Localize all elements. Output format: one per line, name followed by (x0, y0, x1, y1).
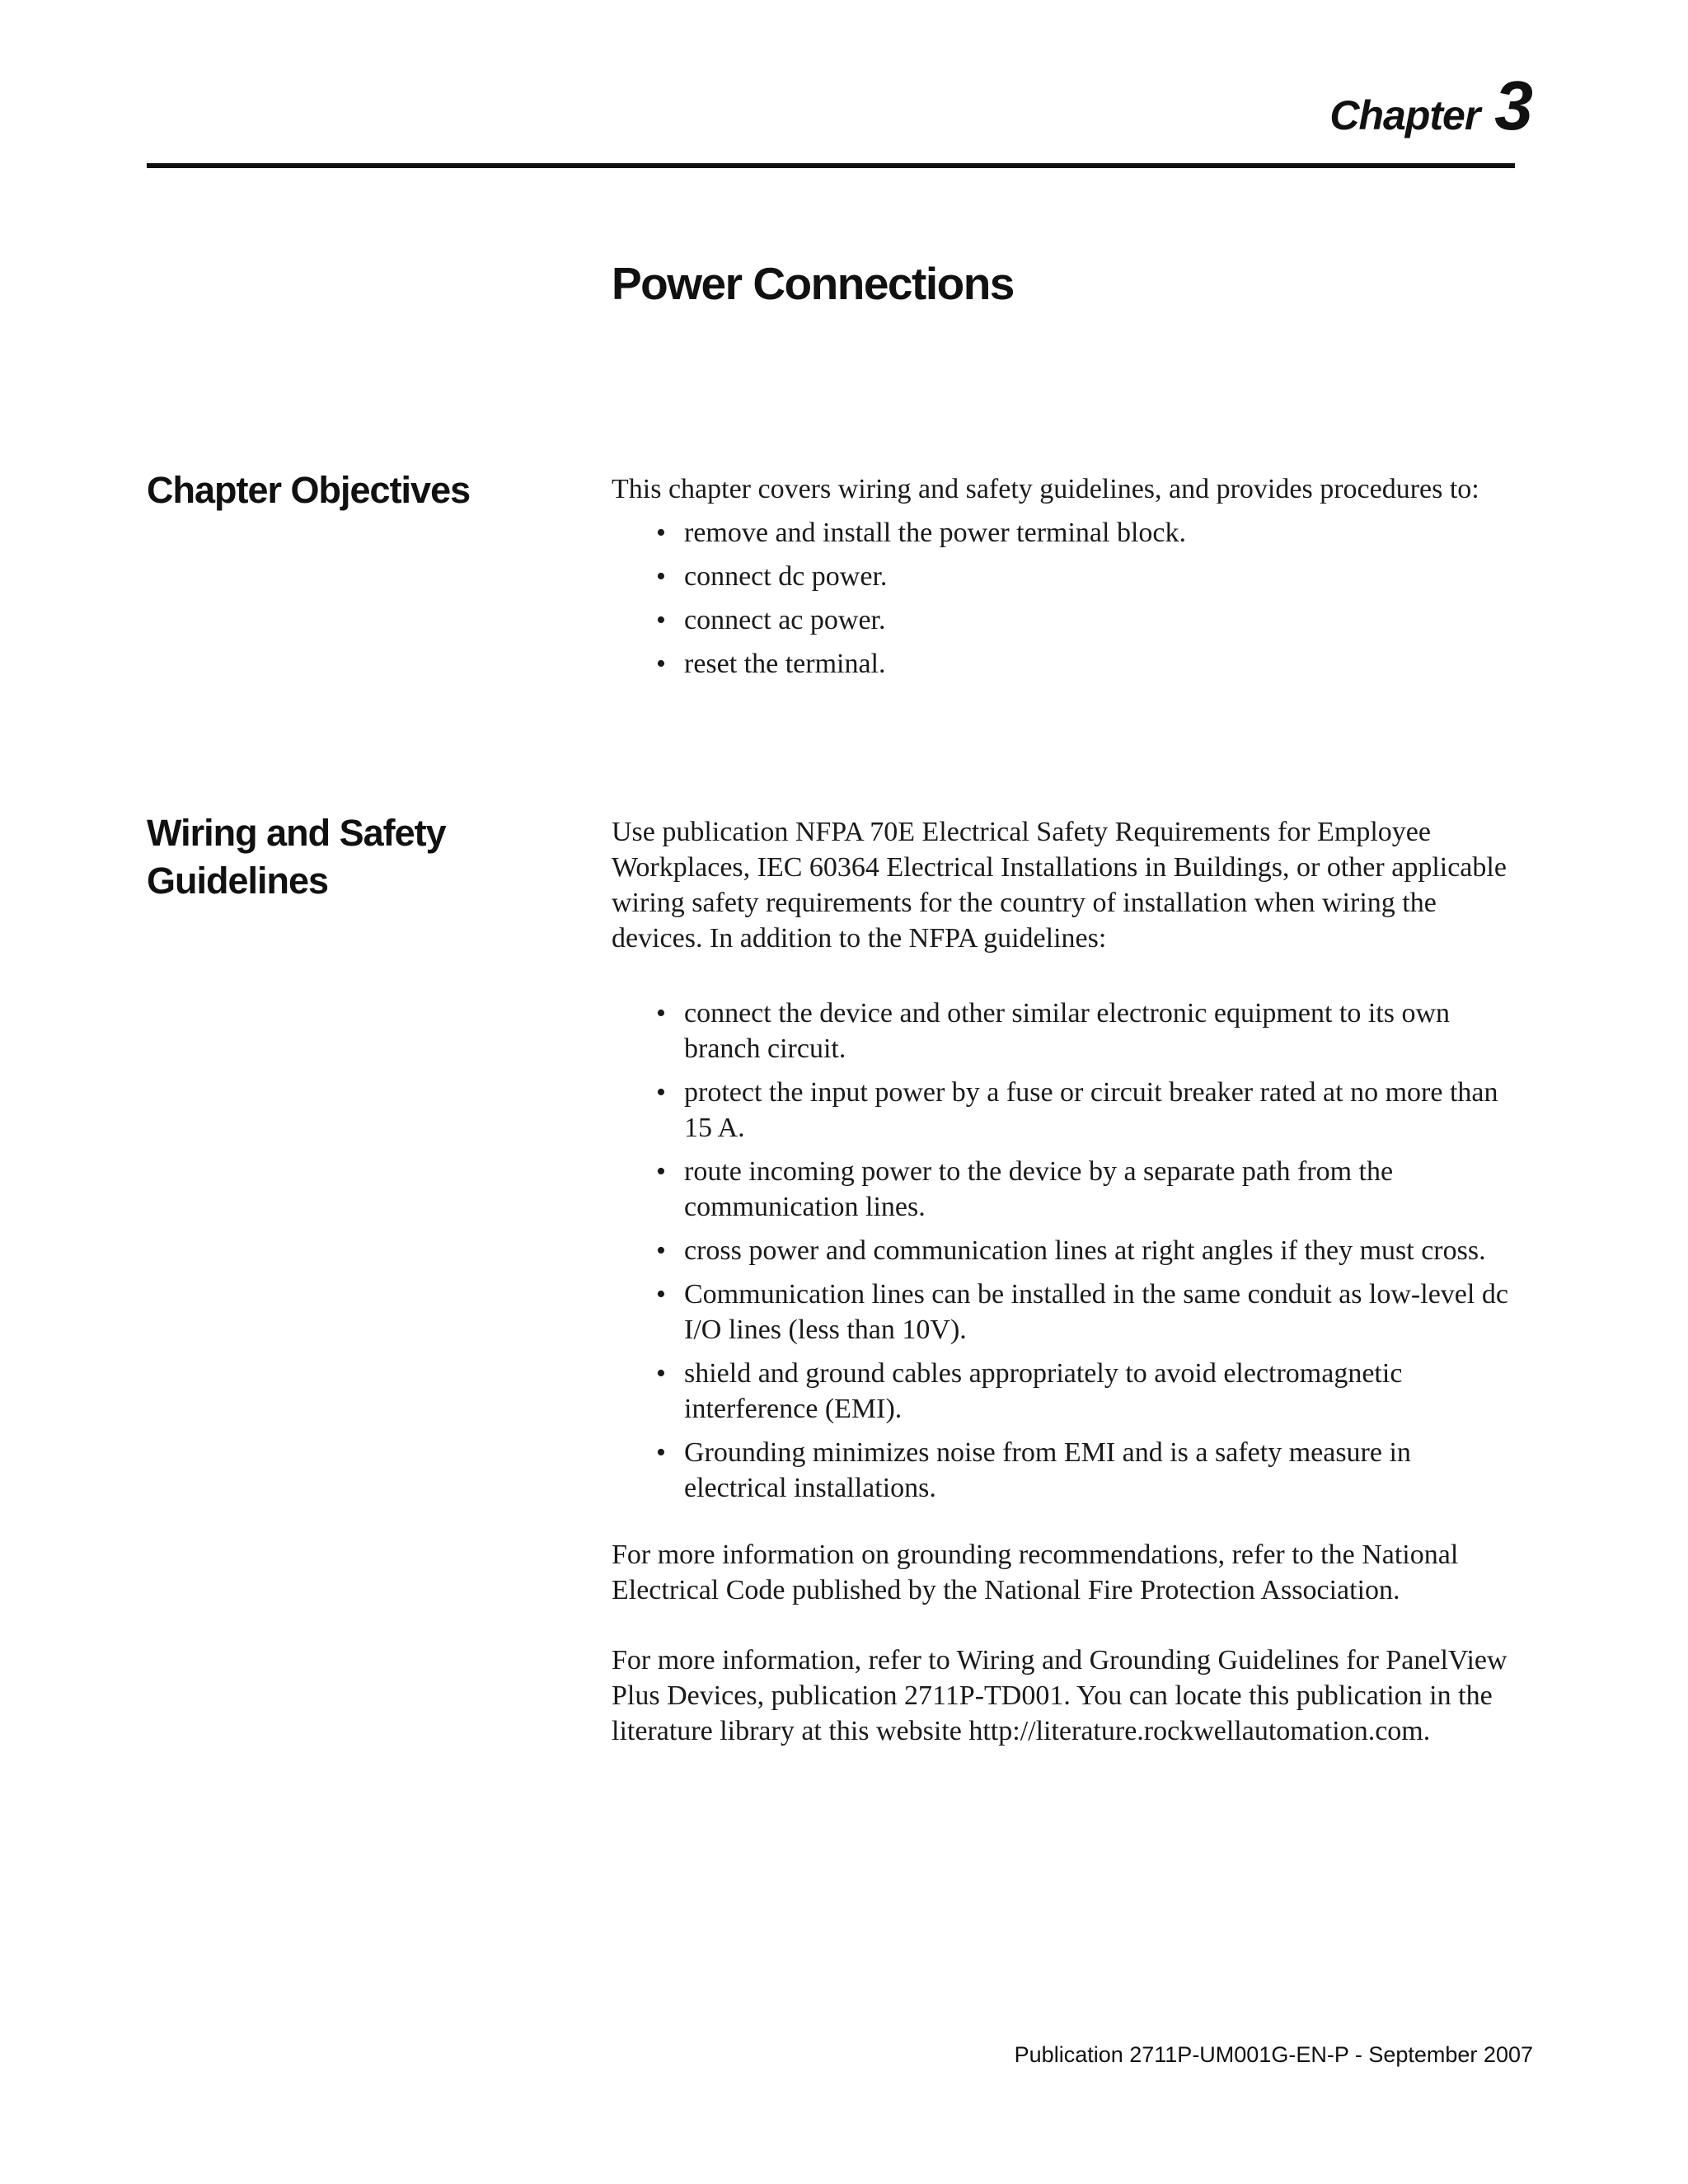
objectives-heading: Chapter Objectives (147, 469, 471, 511)
list-item: • protect the input power by a fuse or circuit breaker rated at no more than 15 A. (612, 1075, 1518, 1146)
header-rule (147, 163, 1515, 168)
wiring-list (612, 996, 1518, 1506)
wiring-heading (147, 809, 542, 905)
list-item: • cross power and communication lines at right angles if they must cross. (612, 1233, 1518, 1268)
list-item: • reset the terminal. (612, 646, 1518, 682)
list-item: • Communication lines can be installed in the same conduit as low-level dc I/O lines (less than 10V). (612, 1277, 1518, 1347)
publication-footer: Publication 2711P-UM001G-EN-P - September 2007 (1014, 2042, 1533, 2067)
objectives-body (612, 471, 1518, 690)
chapter-number: 3 (1494, 67, 1533, 144)
list-item: • connect ac power. (612, 602, 1518, 638)
objectives-list (612, 515, 1518, 682)
more-info-paragraph: For more information, refer to Wiring and Grounding Guidelines for PanelView Plus Devices, publication 2711P-TD001. You can locate this publication in the literature library at this website http://literature.rockwellautomation.com. (612, 1645, 1507, 1746)
grounding-paragraph: For more information on grounding recommendations, refer to the National Electrical Code published by the National Fire Protection Association. (612, 1540, 1459, 1605)
list-item: • connect dc power. (612, 559, 1518, 594)
chapter-header (1329, 66, 1533, 146)
list-item: • Grounding minimizes noise from EMI and is a safety measure in electrical installations. (612, 1435, 1518, 1506)
wiring-body (612, 814, 1518, 1749)
objectives-intro: This chapter covers wiring and safety guidelines, and provides procedures to: (612, 474, 1479, 504)
list-item: • connect the device and other similar electronic equipment to its own branch circuit. (612, 996, 1518, 1066)
list-item: • remove and install the power terminal block. (612, 515, 1518, 551)
list-item: • shield and ground cables appropriately to avoid electromagnetic interference (EMI). (612, 1356, 1518, 1427)
list-item: • route incoming power to the device by a separate path from the communication lines. (612, 1154, 1518, 1225)
wiring-heading-line1: Wiring and Safety (147, 812, 446, 854)
wiring-heading-line2: Guidelines (147, 860, 329, 902)
wiring-intro: Use publication NFPA 70E Electrical Safety Requirements for Employee Workplaces, IEC 60364 Electrical Installations in Buildings, or other applicable wiring safety requirements for the country of installation when wiring the devices. In addition to the NFPA guidelines: (612, 817, 1507, 954)
chapter-label: Chapter (1329, 92, 1480, 138)
page-title: Power Connections (612, 258, 1014, 309)
